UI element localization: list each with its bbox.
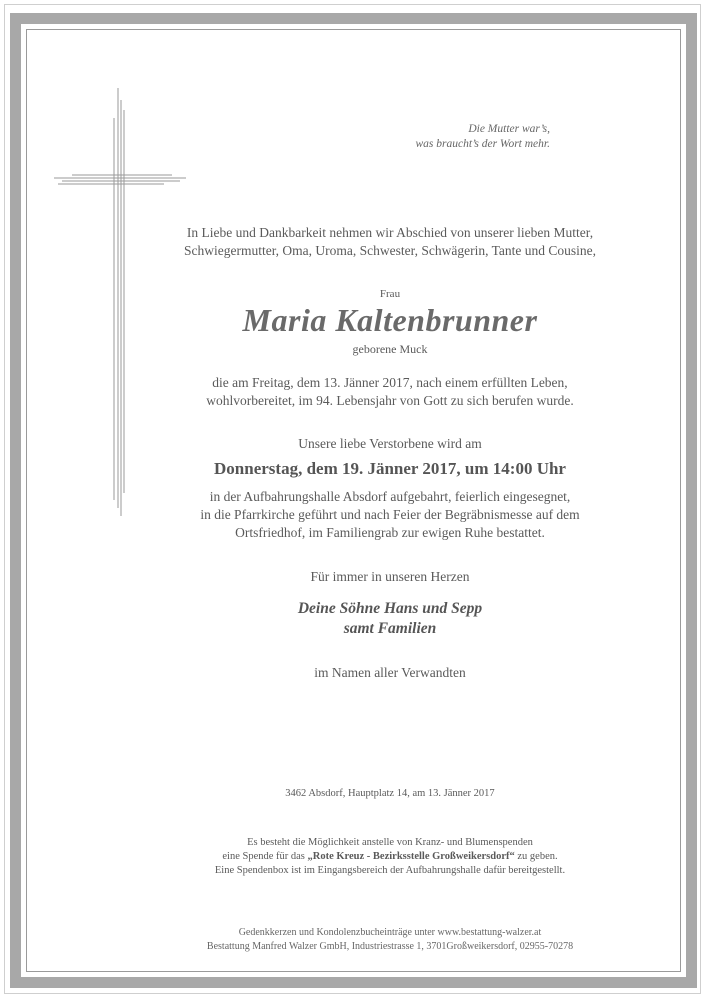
mourners-line-2: samt Familien [343, 620, 437, 637]
footer [130, 926, 650, 954]
ceremony-line-2: in die Pfarrkirche geführt und nach Feier der Begräbnismesse auf dem [200, 507, 580, 522]
intro-line-2: Schwiegermutter, Oma, Uroma, Schwester, Schwägerin, Tante und Cousine, [183, 243, 596, 258]
intro-text [130, 224, 650, 260]
forever-text: Für immer in unseren Herzen [310, 569, 470, 584]
mourners-line-1: Deine Söhne Hans und Sepp [297, 600, 483, 617]
footer-line-1: Gedenkkerzen und Kondolenzbucheinträge unter www.bestattung-walzer.at [238, 927, 542, 938]
donation-line-2-post: zu geben. [514, 851, 558, 862]
ceremony-text [130, 488, 650, 542]
birth-name: geborene Muck [352, 342, 428, 356]
motto-line-2: was braucht’s der Wort mehr. [415, 138, 550, 150]
donation-text [130, 836, 650, 878]
death-line-1: die am Freitag, dem 13. Jänner 2017, nach einem erfüllten Leben, [212, 375, 568, 390]
deceased-name: Maria Kaltenbrunner [242, 302, 538, 338]
motto-line-1: Die Mutter war’s, [468, 123, 550, 135]
ceremony-line-1: in der Aufbahrungshalle Absdorf aufgebahrt, feierlich eingesegnet, [209, 489, 571, 504]
place-date: 3462 Absdorf, Hauptplatz 14, am 13. Jänner 2017 [285, 788, 495, 799]
donation-organisation: „Rote Kreuz - Bezirksstelle Großweikersdorf“ [307, 851, 515, 862]
funeral-date: Donnerstag, dem 19. Jänner 2017, um 14:00 Uhr [214, 459, 566, 478]
title-frau: Frau [379, 288, 401, 300]
mourners [130, 599, 650, 639]
death-text [130, 374, 650, 410]
ceremony-line-3: Ortsfriedhof, im Familiengrab zur ewigen Ruhe bestattet. [235, 525, 545, 540]
donation-line-2 [130, 850, 650, 864]
donation-line-1: Es besteht die Möglichkeit anstelle von Kranz- und Blumenspenden [247, 837, 533, 848]
donation-line-2-pre: eine Spende für das [222, 851, 308, 862]
relatives-text: im Namen aller Verwandten [314, 665, 466, 680]
death-line-2: wohlvorbereitet, im 94. Lebensjahr von Gott zu sich berufen wurde. [206, 393, 574, 408]
funeral-intro: Unsere liebe Verstorbene wird am [298, 436, 482, 451]
footer-line-2: Bestattung Manfred Walzer GmbH, Industriestrasse 1, 3701Großweikersdorf, 02955-70278 [206, 941, 574, 952]
motto [350, 122, 550, 152]
donation-line-3: Eine Spendenbox ist im Eingangsbereich der Aufbahrungshalle dafür bereitgestellt. [214, 865, 566, 876]
intro-line-1: In Liebe und Dankbarkeit nehmen wir Abschied von unserer lieben Mutter, [186, 225, 594, 240]
